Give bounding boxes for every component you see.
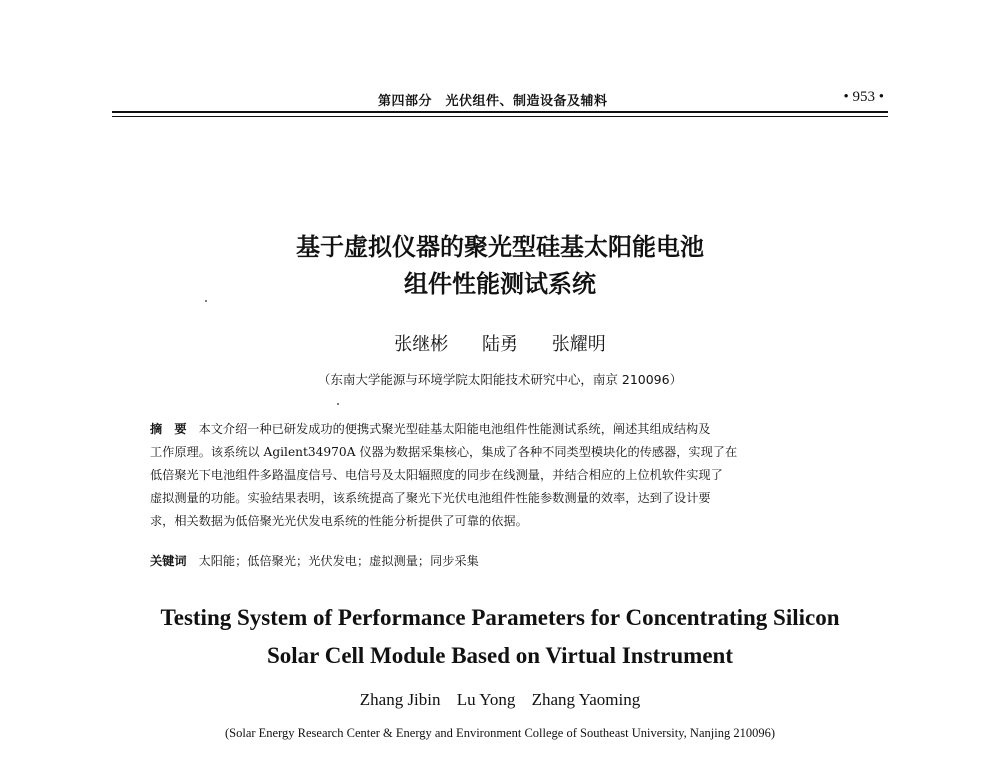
abstract-line	[150, 418, 854, 441]
header-rule-thick	[112, 111, 888, 113]
abstract-line: 低倍聚光下电池组件多路温度信号、电信号及太阳辐照度的同步在线测量，并结合相应的上位机软件实现了	[150, 468, 723, 482]
scan-speck	[337, 403, 339, 405]
english-authors	[0, 690, 1000, 710]
abstract-label: 摘 要	[150, 422, 187, 436]
scan-speck	[205, 300, 207, 302]
chinese-title-line-1: 基于虚拟仪器的聚光型硅基太阳能电池	[296, 233, 704, 261]
page-number: • 953 •	[843, 89, 884, 105]
abstract-line: 虚拟测量的功能。实验结果表明，该系统提高了聚光下光伏电池组件性能参数测量的效率，达到了设计要	[150, 491, 711, 505]
header-section-title: 第四部分 光伏组件、制造设备及辅料	[378, 94, 608, 109]
english-author: Lu Yong	[456, 690, 516, 709]
english-title-line-1: Testing System of Performance Parameters for Concentrating Silicon	[160, 605, 840, 630]
abstract-line: 工作原理。该系统以 Agilent34970A 仪器为数据采集核心，集成了各种不同类型模块化的传感器，实现了在	[150, 445, 738, 459]
running-header	[112, 86, 888, 110]
chinese-author: 陆勇	[482, 334, 518, 355]
english-author: Zhang Yaoming	[531, 690, 641, 709]
english-title-line-2: Solar Cell Module Based on Virtual Instrument	[267, 643, 733, 668]
keywords-text: 太阳能；低倍聚光；光伏发电；虚拟测量；同步采集	[198, 554, 479, 568]
chinese-abstract	[150, 418, 854, 533]
english-affiliation: (Solar Energy Research Center & Energy and Environment College of Southeast University, Nanjing 210096)	[225, 726, 775, 740]
abstract-text: 本文介绍一种已研发成功的便携式聚光型硅基太阳能电池组件性能测试系统，阐述其组成结构及	[198, 422, 711, 436]
chinese-authors	[0, 330, 1000, 356]
english-author: Zhang Jibin	[359, 690, 441, 709]
chinese-author: 张耀明	[551, 334, 606, 355]
chinese-affiliation: （东南大学能源与环境学院太阳能技术研究中心，南京 210096）	[317, 372, 683, 387]
chinese-keywords	[150, 552, 854, 569]
header-rule-thin	[112, 116, 888, 117]
chinese-author: 张继彬	[394, 334, 449, 355]
chinese-title-line-2: 组件性能测试系统	[404, 270, 596, 298]
abstract-line: 求，相关数据为低倍聚光光伏发电系统的性能分析提供了可靠的依据。	[150, 514, 528, 528]
keywords-label: 关键词	[150, 554, 187, 568]
